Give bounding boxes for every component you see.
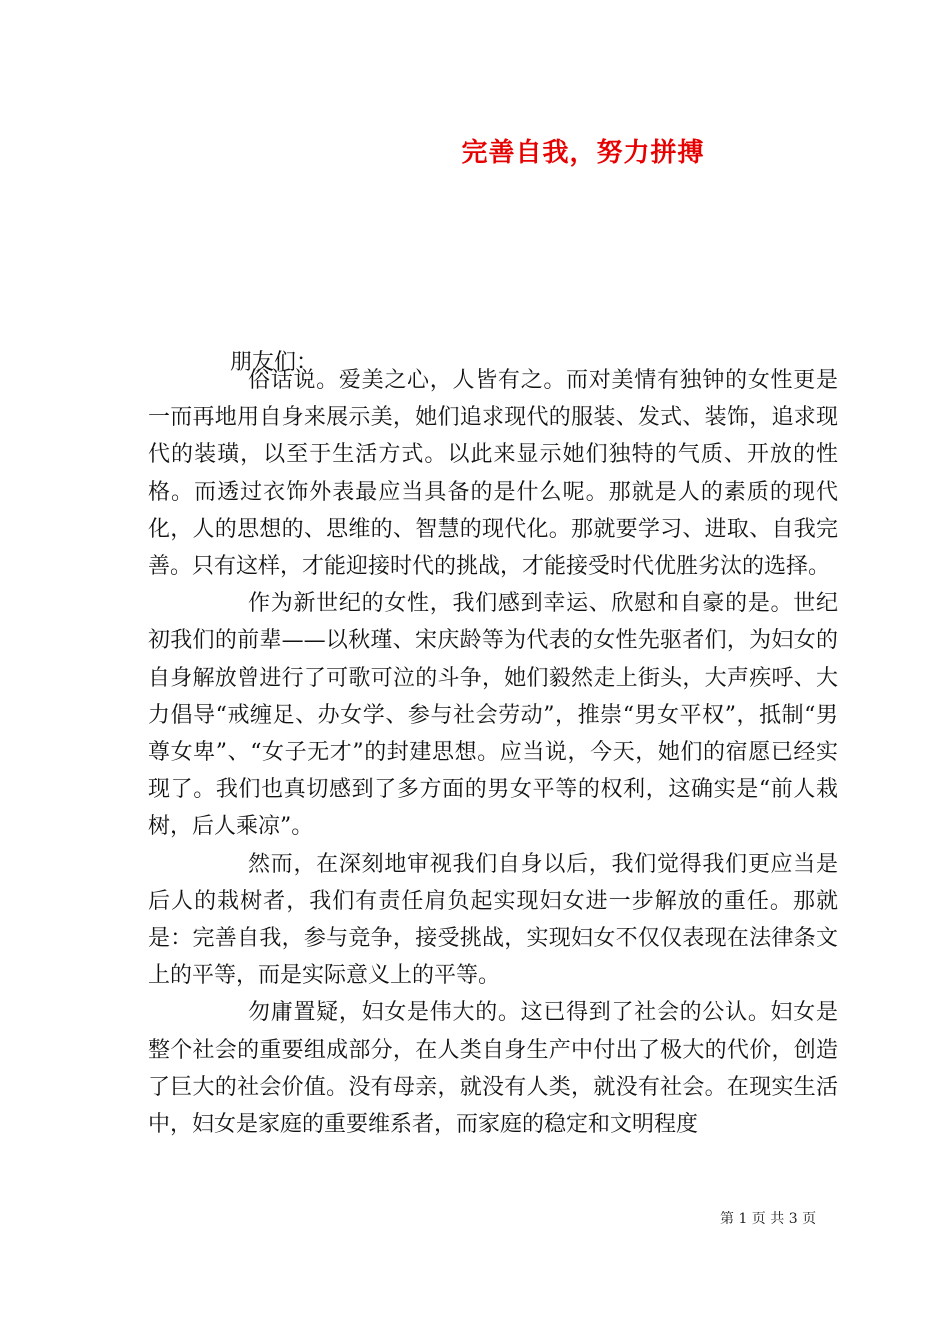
paragraph-1: 俗话说。爱美之心，人皆有之。而对美情有独钟的女性更是一而再地用自身来展示美，她们追求现代的服装、发式、装饰，追求现代的装璜，以至于生活方式。以此来显示她们独特的气质、开放的性格。而透过衣饰外表最应当具备的是什么呢。那就是人的素质的现代化，人的思想的、思维的、智慧的现代化。那就要学习、进取、自我完善。只有这样，才能迎接时代的挑战，才能接受时代优胜劣汰的选择。 [148, 368, 838, 580]
paragraph-2: 作为新世纪的女性，我们感到幸运、欣慰和自豪的是。世纪初我们的前辈——以秋瑾、宋庆龄等为代表的女性先驱者们，为妇女的自身解放曾进行了可歌可泣的斗争，她们毅然走上街头，大声疾呼、大力倡导“戒缠足、办女学、参与社会劳动”，推崇“男女平权”，抵制“男尊女卑”、“女子无才”的封建思想。应当说，今天，她们的宿愿已经实现了。我们也真切感到了多方面的男女平等的权利，这确实是“前人栽树，后人乘凉”。 [148, 591, 838, 840]
document-body [148, 362, 838, 1143]
page-footer: 第 1 页 共 3 页 [720, 1211, 817, 1227]
document-title: 完善自我，努力拼搏 [461, 138, 705, 168]
paragraph-4: 勿庸置疑，妇女是伟大的。这已得到了社会的公认。妇女是整个社会的重要组成部分，在人类自身生产中付出了极大的代价，创造了巨大的社会价值。没有母亲，就没有人类，就没有社会。在现实生活中，妇女是家庭的重要维系者，而家庭的稳定和文明程度 [148, 1000, 838, 1138]
paragraph-3: 然而，在深刻地审视我们自身以后，我们觉得我们更应当是后人的栽树者，我们有责任肩负起实现妇女进一步解放的重任。那就是：完善自我，参与竞争，接受挑战，实现妇女不仅仅表现在法律条文上的平等，而是实际意义上的平等。 [148, 851, 838, 989]
salutation: 朋友们： [230, 350, 319, 375]
